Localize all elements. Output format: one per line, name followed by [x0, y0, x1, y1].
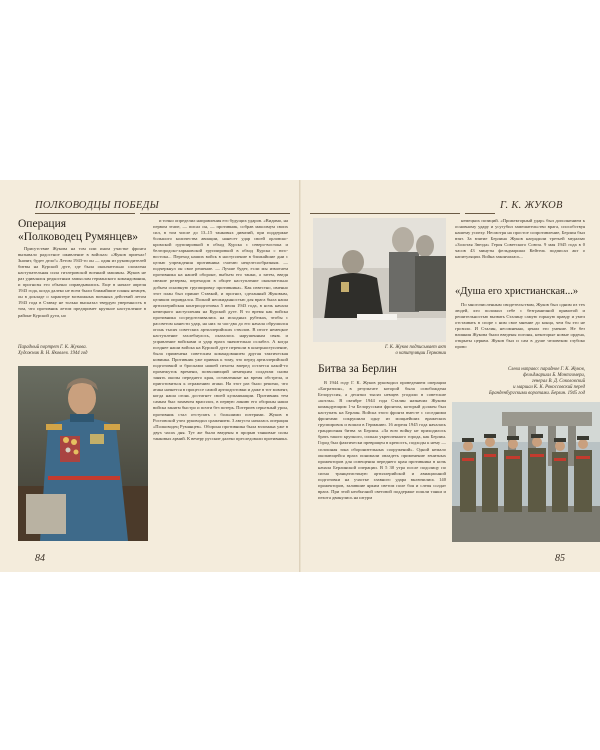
right-column-2-text: [455, 218, 585, 284]
col4-paragraph: немецких позиций. «Прожекторный удар» был дополнением к основному удару и усугубил замешательство врага, способствуя нашему успеху. Несмотря на простое сопротивление, Берлин был взят. За взятие Берлина Жуков наградили третьей медалью «Золотая Звезда» Героя Советского Союза. 9 мая 1945 года в 0 часов 43 минуты фельдмаршал Кейтель подписал акт о капитуляции. Война закончилась...: [455, 218, 585, 260]
soul-christian-title: «Душа его христианская...»: [455, 286, 579, 297]
right-header-rule: [310, 213, 460, 214]
col2-paragraph: и точно определил направления его будущих ударов. «Видимо, на первом этапе, — писал он, — противник, собрав максимум своих сил, в том числе до 13–15 танковых дивизий, при поддержке большого количества авиации, нанесет удар своей орловско-кромской группировкой в обход Курска с северо-востока и белгородско-харьковской группировкой в обход Курска с юго-востока... Переход наших войск в наступление в ближайшие дни с целью упреждения противника считаю нецелесообразным. — подчеркнул он свое решение. — Лучше будет, если мы измотаем противника на нашей обороне, выбьем его танки, а затем, введя свежие резервы, переходом в общее наступление окончательно добьем основную группировку противника». Как известно, именно этот план был принят Ставкой, и прогноз, сделанный Жуковым, целиком оправдался. Полной неожиданностью для врага была наша артиллерийская контрподготовка 5 июля 1943 года, в ночь начала немецкого наступления на Курской дуге. В то время как войска противника сосредоточивались на исходных рубежах, чтобы с рассветом нанести удар, на них за час-два до его начала обрушился огонь тысяч советских артиллерийских стволов. В итоге немецкое наступление захлебнулось, оказалось нарушенным связь и управление войсками и удар врага значительно ослабел. А когда позднее наши войска на Курской дуге перешли в контрнаступление, была применена советским командованием другая тактическая новинка. Противник уже привык к тому, что перед артиллерийской подготовкой и бросками нашей пехоты вперед остается какой-то промежуток времени, позволяющий немецким солдатам снова занять окопы переднего края, оставленные на время обстрела, и приготовиться к отражению атаки. На этот раз было решено, что атака начнется в процессе самой артподготовки и даже в тот момент, когда наша огонь достигнет своей кульминации. Противник тем самым был захвачен врасплох, в первую линию его обороны наши войска занятм быстро и почти без потерь. Потерпев серьезный урон, противник стал отступать с большими потерями. Жуков в Ростовской учел руководил сражением. 3 августа началась операция «Полководец Румянцев». Оборона противника была взломана уже в двух часах дня. Тут же были введены в прорыв танковые силы танковых армий. К вечеру русские далеко преследовали противника.: [153, 218, 288, 441]
book-spine: [299, 180, 301, 572]
portrait-caption: [18, 345, 146, 357]
surrender-photo-caption: [313, 345, 446, 357]
book-spread: [0, 180, 600, 572]
brandenburg-gate-parade-photo: [452, 402, 600, 542]
col1-paragraph: Присутствие Жукова на том или ином участке фронта вызывало радостное оживление в войсках: «Жуков приехал! Значит, будет дело!» Летом 1943-го он — один из руководителей битвы на Курской дуге, где была окончательно сломлена наступательная сила гитлеровской военной машины. Жуков не раз удивлялся редкостным замыслам германского командования, и прогнозы его обычно оправдывались. Еще в начале апреля 1943 года, когда далеко не всем были ближайшие планы немцев, он в докладе о характере возможных военных действий летом 1943 года в Ставку не только высказал твердую уверенность в том, что противник летом предпримет крупное наступление в районе Курской дуги, но: [18, 246, 146, 318]
soul-paragraph: По многочисленным свидетельствам, Жуков был одним из тех людей, кто положил себе с безграничной прямотой и решительностью вызвать Сталину самую горькую правду и умел отстаивать в споре с ним свое мнение до конца, чем бы это не грозило. И Сталин, несомненно, ценил это умение. Не без влияния Жукова были введены погоны, некоторые новые ордена, открыты церкви. Жуков был и сам в душе человеком глубоко прово: [455, 302, 585, 350]
left-running-header: ПОЛКОВОДЦЫ ПОБЕДЫ: [35, 200, 160, 211]
right-running-header: Г. К. ЖУКОВ: [500, 200, 563, 211]
photo1-caption-line1: Г. К. Жуков подписывает акт: [384, 345, 446, 350]
photo1-caption-line2: о капитуляции Германии: [395, 351, 446, 356]
portrait-caption-line1: Парадный портрет Г. К. Жукова.: [18, 345, 87, 350]
section-title-line2: «Полководец Румянцев»: [18, 230, 139, 243]
berlin-battle-title: Битва за Берлин: [318, 363, 397, 375]
right-column-2-soul-text: [455, 302, 585, 362]
section-title-rumyantsev: [18, 218, 153, 243]
parade-caption-line5: Бранденбургскими воротами. Берлин. 1945 год: [489, 391, 585, 396]
parade-caption-line1: Слева направо: парадное Г. К. Жуков,: [508, 367, 585, 372]
berlin-paragraph: В 1944 году Г. К. Жуков руководил проведением операции «Багратион», в результате которой была освобождена Белоруссия, а десятки тысяч немцев угодили в советские «котлы». В октябре 1944 года Сталин назначил Жукова командующим 1-м Белорусским фронтом, который должен был наступать на Берлин. Войска этого фронта вместе с соседними фронтами сокрушили одну из мощнейших вражеских группировок и вошли в Германию. 16 апреля 1945 года началась грандиозная битва за Берлин. «За всю войну не приходилось брать такого крупного, сильно укрепленного города, как Берлин. Город был фактически превращен в крепость, подходы к нему — сплошная зона оборонительных сооружений». Одной немало окопающейся врага понимали овладеть применение зенитных прожекторов для освещения переднего края противника в ночь начала Берлинской операции. В 5 30 утра после подолицу по сигна транцатистиную артиллерийской и авиационной подготовки на участке главного удара включились 140 прожекторов, залившие ярким светом поле боя и слепя солдат врага. При этой необычной световой поддержке пошли танки и пехота двинулись на штурм: [318, 380, 446, 500]
section-title-line1: Операция: [18, 218, 67, 230]
left-column-1-text: [18, 246, 146, 342]
left-header-rule: [35, 213, 135, 214]
surrender-signing-photo: [313, 218, 446, 342]
parade-caption-line2: фельдмаршал Б. Монтгомери,: [523, 373, 585, 378]
page-number-right: 85: [555, 553, 565, 564]
page-number-left: 84: [35, 553, 45, 564]
left-header-rule-right: [140, 213, 290, 214]
parade-caption-line3: генерал В. Д. Соколовский: [531, 379, 585, 384]
right-column-1-text: [318, 380, 446, 548]
parade-caption-line4: и маршал К. К. Рокоссовский перед: [513, 385, 585, 390]
portrait-caption-line2: Художник В. Н. Яковлев. 1944 год: [18, 351, 88, 356]
parade-photo-caption: [455, 367, 585, 397]
zhukov-portrait-painting: [18, 366, 148, 541]
left-column-2-text: [153, 218, 288, 548]
right-header-rule-right: [465, 213, 495, 214]
